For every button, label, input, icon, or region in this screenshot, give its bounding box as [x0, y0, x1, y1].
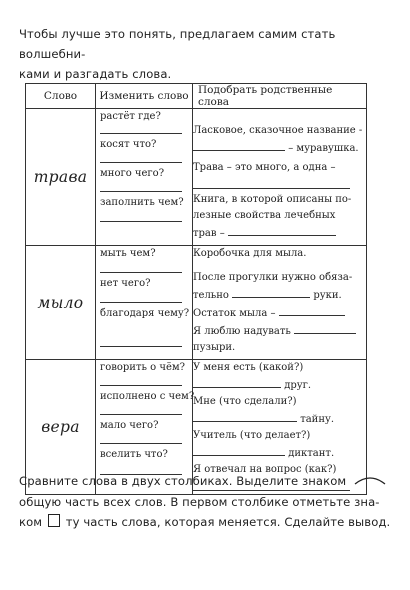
- answer-line[interactable]: [100, 162, 182, 163]
- question-item: косят что?: [96, 137, 192, 166]
- word-vera: вера: [26, 360, 96, 495]
- question-item: вселить что?: [96, 447, 192, 478]
- answer-line[interactable]: [100, 191, 182, 192]
- question-item: мало чего?: [96, 418, 192, 447]
- answer-line[interactable]: [100, 346, 182, 347]
- words-table: [25, 83, 367, 495]
- task-line-3a: ком: [19, 514, 43, 529]
- task-instructions: [19, 471, 391, 532]
- task-line-1: Сравните слова в двух столбиках. Выделите знаком: [19, 474, 347, 488]
- answer-line[interactable]: [100, 302, 182, 303]
- question-item: нет чего?: [96, 276, 192, 306]
- questions-trava: [96, 109, 193, 246]
- question-item: исполнено с чем?: [96, 389, 192, 418]
- blank-line[interactable]: [232, 286, 310, 298]
- answer-line[interactable]: [100, 272, 182, 273]
- header-word: Слово: [26, 84, 96, 109]
- intro-text: [19, 24, 391, 84]
- arc-root-icon: [353, 472, 387, 492]
- intro-line-1: Чтобы лучше это понять, предлагаем самим стать волшебни-: [19, 27, 336, 61]
- task-line-2: общую часть всех слов. В первом столбике отметьте зна-: [19, 494, 380, 509]
- blank-line[interactable]: [193, 410, 297, 422]
- header-change-word: Изменить слово: [96, 84, 193, 109]
- question-item: говорить о чём?: [96, 360, 192, 389]
- related-mylo: Коробочка для мыла. После прогулки нужно обяза- тельно руки. Остаток мыла – Я люблю надувать пузыри.: [193, 246, 367, 360]
- blank-line[interactable]: [193, 139, 285, 151]
- question-item: растёт где?: [96, 109, 192, 137]
- answer-line[interactable]: [100, 133, 182, 134]
- table-row-mylo: [26, 246, 367, 360]
- blank-line[interactable]: [193, 176, 350, 189]
- answer-line[interactable]: [100, 443, 182, 444]
- questions-mylo: [96, 246, 193, 360]
- related-trava: Ласковое, сказочное название - – муравушка. Трава – это много, а одна – Книга, в которой описаны по- лезные свойства лечебных трав –: [193, 109, 367, 246]
- answer-line[interactable]: [100, 221, 182, 222]
- question-item: заполнить чем?: [96, 195, 192, 225]
- blank-line[interactable]: [228, 224, 336, 236]
- answer-line[interactable]: [100, 385, 182, 386]
- intro-line-2: ками и разгадать слова.: [19, 67, 172, 81]
- blank-line[interactable]: [279, 304, 345, 316]
- blank-line[interactable]: [294, 322, 356, 334]
- answer-line[interactable]: [100, 414, 182, 415]
- question-item: много чего?: [96, 166, 192, 195]
- question-item: мыть чем?: [96, 246, 192, 276]
- word-mylo: мыло: [26, 246, 96, 360]
- header-related-words: Подобрать родственные слова: [193, 84, 367, 109]
- related-vera: У меня есть (какой?) друг. Мне (что сделали?) тайну. Учитель (что делает?) диктант. Я отвечал на вопрос (как?): [193, 360, 367, 495]
- blank-line[interactable]: [193, 444, 285, 456]
- question-item: благодаря чему?: [96, 306, 192, 350]
- word-trava: трава: [26, 109, 96, 246]
- blank-line[interactable]: [193, 376, 281, 388]
- table-row-trava: [26, 109, 367, 246]
- task-line-3b: ту часть слова, которая меняется. Сделайте вывод.: [65, 514, 391, 529]
- square-ending-icon: [48, 514, 60, 527]
